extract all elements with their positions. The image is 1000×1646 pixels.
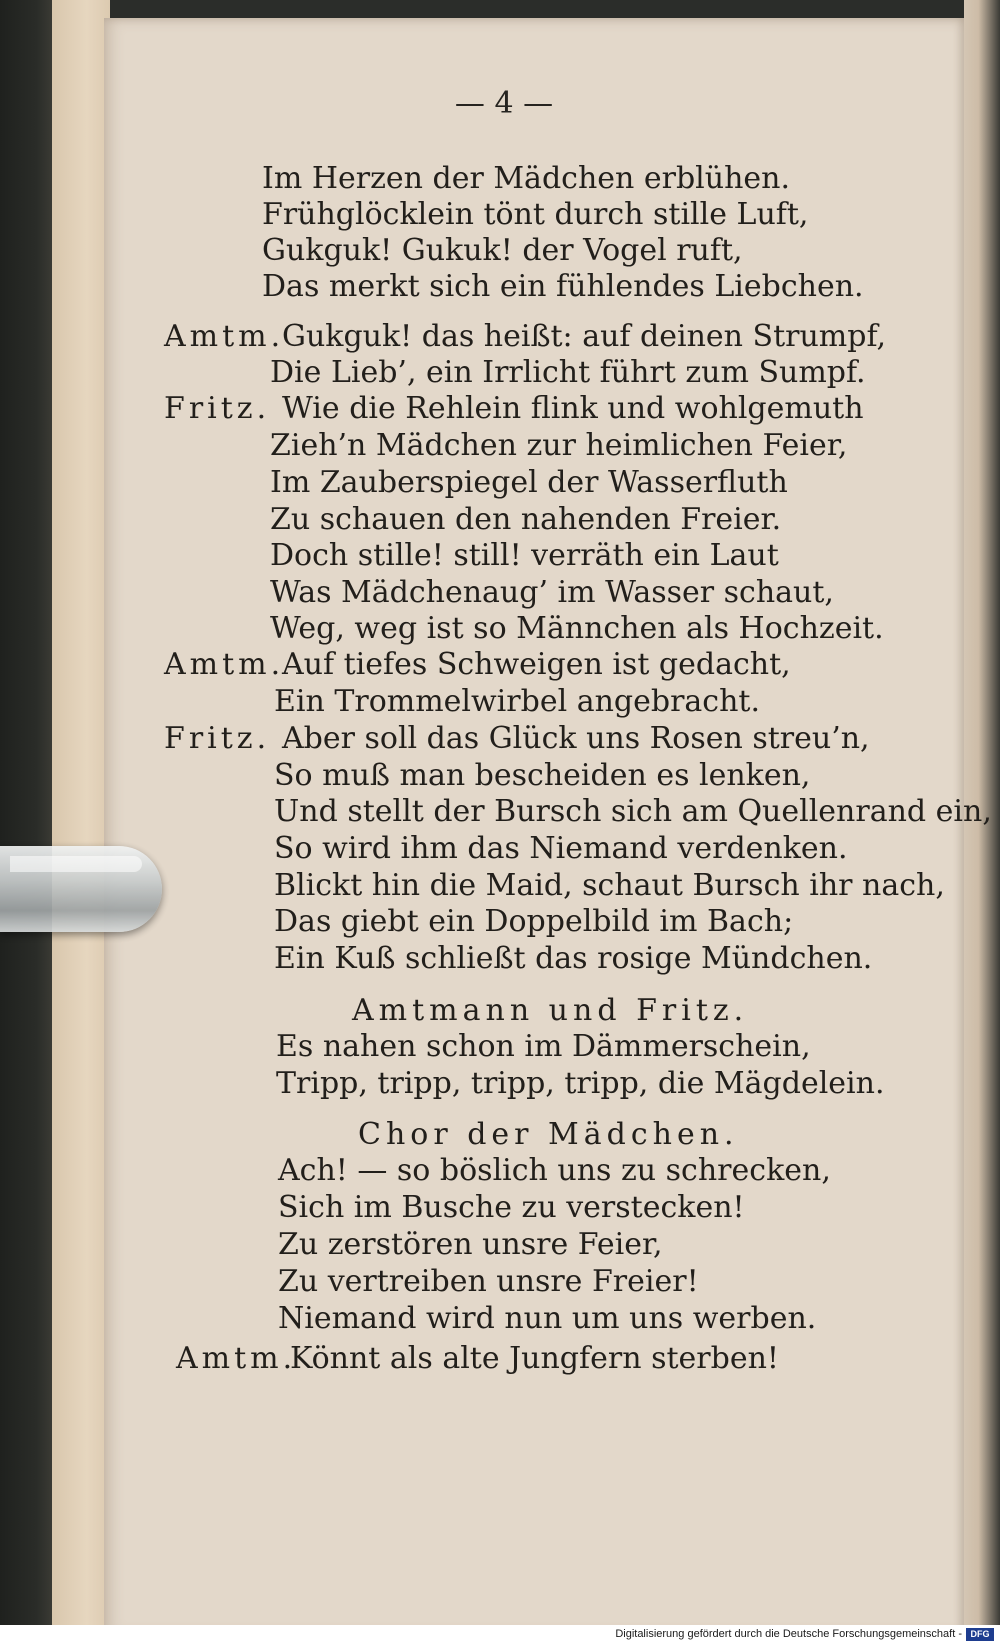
- underlying-page-edge: [52, 0, 110, 1646]
- verse-line: Auf tiefes Schweigen ist gedacht,: [282, 647, 791, 682]
- verse-line: Zu zerstören unsre Feier,: [278, 1227, 663, 1262]
- verse-line: Blickt hin die Maid, schaut Bursch ihr nach,: [274, 868, 945, 903]
- verse-line: Ein Kuß schließt das rosige Mündchen.: [274, 941, 873, 976]
- verse-line: Sich im Busche zu verstecken!: [278, 1190, 745, 1225]
- verse-line: Das merkt sich ein fühlendes Liebchen.: [262, 269, 864, 304]
- verse-line: Zu schauen den nahenden Freier.: [270, 502, 782, 537]
- verse-line: So muß man bescheiden es lenken,: [274, 758, 811, 793]
- speaker-label: Amtm.: [164, 319, 285, 354]
- speaker-label: Amtm.: [164, 647, 285, 682]
- verse-line: Die Lieb’, ein Irrlicht führt zum Sumpf.: [270, 355, 866, 390]
- verse-line: Im Herzen der Mädchen erblühen.: [262, 161, 791, 196]
- verse-line: Das giebt ein Doppelbild im Bach;: [274, 904, 794, 939]
- speaker-label: Fritz.: [164, 721, 271, 756]
- verse-line: Ach! — so böslich uns zu schrecken,: [278, 1153, 831, 1188]
- verse-line: So wird ihm das Niemand verdenken.: [274, 831, 848, 866]
- verse-line: Könnt als alte Jungfern sterben!: [290, 1341, 779, 1376]
- verse-line: Weg, weg ist so Männchen als Hochzeit.: [270, 611, 884, 646]
- verse-line: Ein Trommelwirbel angebracht.: [274, 684, 761, 719]
- page-number: — 4 —: [454, 86, 554, 121]
- verse-line: Niemand wird nun um uns werben.: [278, 1301, 817, 1336]
- verse-line: Doch stille! still! verräth ein Laut: [270, 538, 779, 573]
- verse-line: Es nahen schon im Dämmerschein,: [276, 1029, 811, 1064]
- section-heading: Amtmann und Fritz.: [352, 993, 749, 1028]
- verse-line: Tripp, tripp, tripp, tripp, die Mägdelein.: [276, 1066, 885, 1101]
- dfg-logo: DFG: [966, 1628, 994, 1641]
- page-holder-clip-highlight: [10, 856, 142, 872]
- verse-line: Wie die Rehlein flink und wohlgemuth: [282, 391, 864, 426]
- verse-line: Und stellt der Bursch sich am Quellenrand ein,: [274, 794, 992, 829]
- section-heading: Chor der Mädchen.: [358, 1117, 739, 1152]
- verse-line: Gukguk! Gukuk! der Vogel ruft,: [262, 233, 743, 268]
- verse-line: Gukguk! das heißt: auf deinen Strumpf,: [282, 319, 887, 354]
- scan-background-left: [0, 0, 52, 1646]
- speaker-label: Fritz.: [164, 391, 271, 426]
- verse-line: Im Zauberspiegel der Wasserfluth: [270, 465, 788, 500]
- verse-line: Aber soll das Glück uns Rosen streu’n,: [282, 721, 870, 756]
- speaker-label: Amtm.: [176, 1341, 297, 1376]
- verse-line: Zieh’n Mädchen zur heimlichen Feier,: [270, 428, 848, 463]
- funding-credit: Digitalisierung gefördert durch die Deutsche Forschungsgemeinschaft -: [615, 1628, 962, 1640]
- verse-line: Zu vertreiben unsre Freier!: [278, 1264, 699, 1299]
- verse-line: Was Mädchenaug’ im Wasser schaut,: [270, 575, 834, 610]
- verse-line: Frühglöcklein tönt durch stille Luft,: [262, 197, 809, 232]
